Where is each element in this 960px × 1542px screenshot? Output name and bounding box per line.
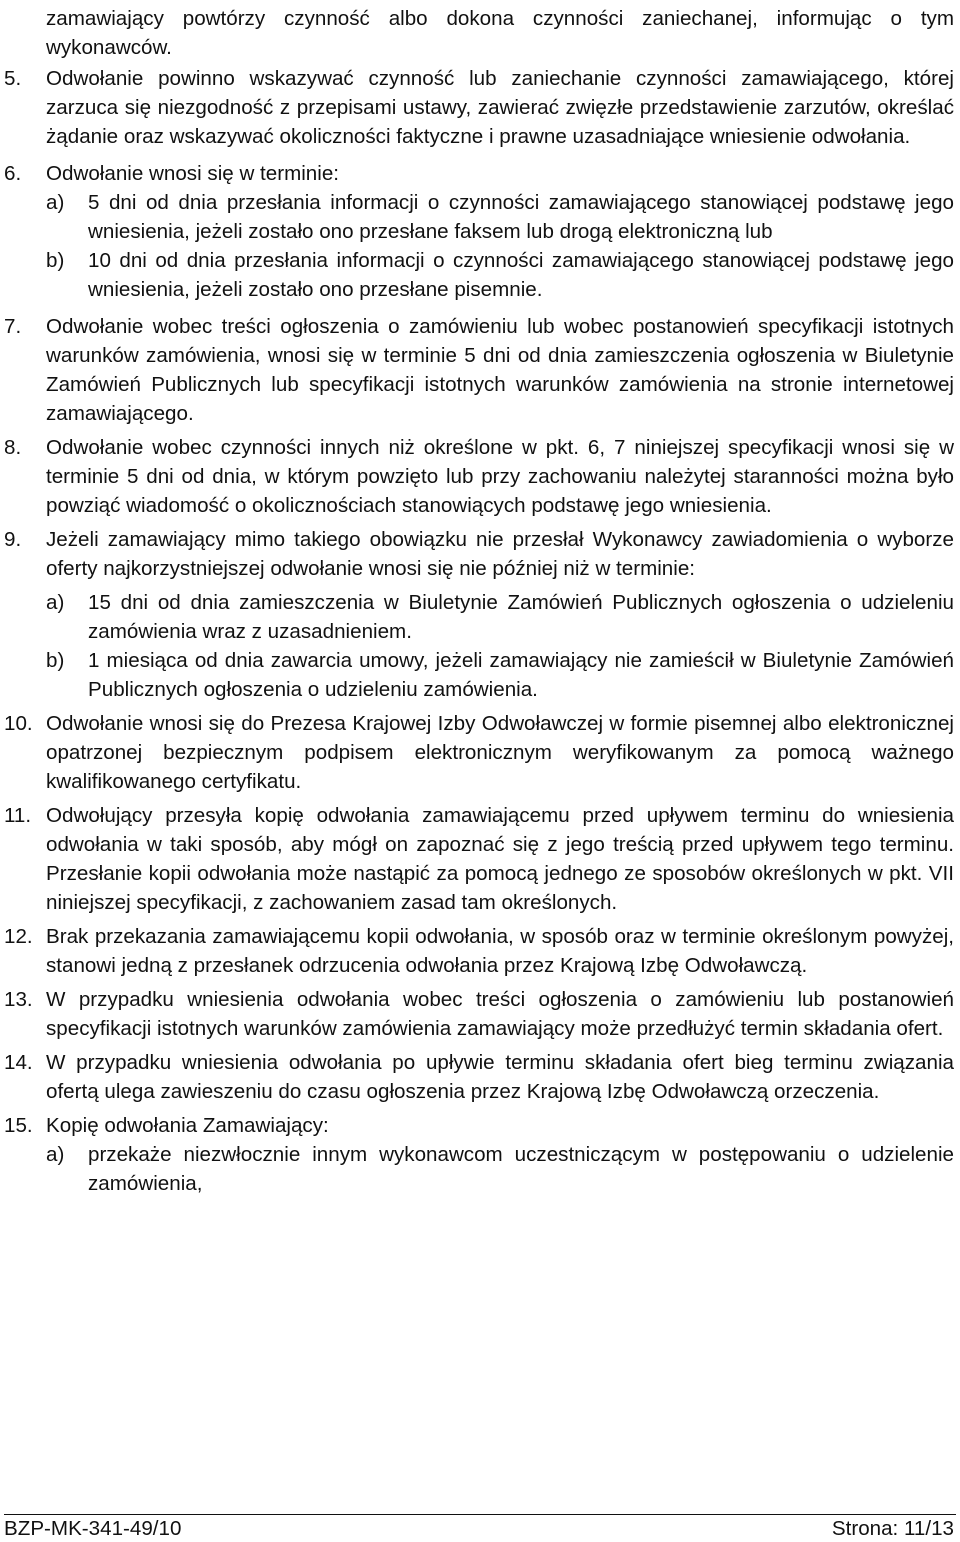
item-4-continuation: zamawiający powtórzy czynność albo dokona czynności zaniechanej, informując o tym wykonawców. — [46, 7, 954, 59]
item-text: W przypadku wniesienia odwołania po upływie terminu składania ofert bieg terminu związania ofertą ulega zawieszeniu do czasu ogłoszenia przez Krajową Izbę Odwoławczą orzeczenia. — [46, 1051, 954, 1103]
item-content — [46, 1111, 954, 1198]
sub-item-b — [46, 646, 954, 704]
sub-item-a — [46, 1140, 954, 1198]
sub-item-label: b) — [46, 249, 65, 272]
footer-page-number: Strona: 11/13 — [831, 1517, 954, 1540]
item-text: Odwołanie wobec czynności innych niż określone w pkt. 6, 7 niniejszej specyfikacji wnosi się w terminie 5 dni od dnia, w którym powzięto lub przy zachowaniu należytej staranności można było powziąć wiadomość o okolicznościach stanowiących podstawę jego wniesienia. — [46, 436, 954, 517]
item-number: 11. — [4, 804, 32, 827]
sub-item-b — [46, 246, 954, 304]
list-item-5 — [4, 64, 954, 151]
list-item-15 — [4, 1111, 954, 1198]
sub-item-text: przekaże niezwłocznie innym wykonawcom uczestniczącym w postępowaniu o udzielenie zamówienia, — [88, 1143, 954, 1195]
item-number: 14. — [4, 1051, 33, 1074]
item-text: Jeżeli zamawiający mimo takiego obowiązku nie przesłał Wykonawcy zawiadomienia o wyborze oferty najkorzystniejszej odwołanie wnosi się nie później niż w terminie: — [46, 528, 954, 580]
sub-item-text: 5 dni od dnia przesłania informacji o czynności zamawiającego stanowiącej podstawę jego wniesienia, jeżeli zostało ono przesłane faksem lub drogą elektroniczną lub — [88, 191, 954, 243]
document-body — [4, 4, 954, 1198]
sub-item-a — [46, 188, 954, 246]
sub-item-label: b) — [46, 649, 65, 672]
list-item-7 — [4, 312, 954, 428]
footer-divider — [4, 1514, 956, 1515]
item-content — [46, 525, 954, 704]
sub-item-label: a) — [46, 191, 65, 214]
item-text: Brak przekazania zamawiającemu kopii odwołania, w sposób oraz w terminie określonym powyżej, stanowi jedną z przesłanek odrzucenia odwołania przez Krajową Izbę Odwoławczą. — [46, 925, 954, 977]
list-item-10 — [4, 709, 954, 796]
list-item-13 — [4, 985, 954, 1043]
item-number: 12. — [4, 925, 33, 948]
sub-item-text: 10 dni od dnia przesłania informacji o czynności zamawiającego stanowiącej podstawę jego wniesienia, jeżeli zostało ono przesłane pisemnie. — [88, 249, 954, 301]
item-number: 5. — [4, 67, 22, 90]
footer-reference: BZP-MK-341-49/10 — [4, 1517, 182, 1540]
item-number: 13. — [4, 988, 33, 1011]
item-content — [46, 159, 954, 304]
item-text: Odwołanie wnosi się do Prezesa Krajowej Izby Odwoławczej w formie pisemnej albo elektronicznej opatrzonej bezpiecznym podpisem elektronicznym weryfikowanym za pomocą ważnego kwalifikowanego certyfikatu. — [46, 712, 954, 793]
item-text: Kopię odwołania Zamawiający: — [46, 1114, 329, 1137]
sub-item-text: 15 dni od dnia zamieszczenia w Biuletynie Zamówień Publicznych ogłoszenia o udzieleniu zamówienia wraz z uzasadnieniem. — [88, 591, 954, 643]
item-text: Odwołujący przesyła kopię odwołania zamawiającemu przed upływem terminu do wniesienia odwołania w taki sposób, aby mógł on zapoznać się z jego treścią przed upływem tego terminu. Przesłanie kopii odwołania może nastąpić za pomocą jednego ze sposobów określonych w pkt. VII niniejszej specyfikacji, z zachowaniem zasad tam określonych. — [46, 804, 954, 914]
list-item-11 — [4, 801, 954, 917]
item-text: Odwołanie wobec treści ogłoszenia o zamówieniu lub wobec postanowień specyfikacji istotnych warunków zamówienia, wnosi się w terminie 5 dni od dnia zamieszczenia ogłoszenia w Biuletynie Zamówień Publicznych lub specyfikacji istotnych warunków zamówienia na stronie internetowej zamawiającego. — [46, 315, 954, 425]
sub-item-label: a) — [46, 591, 65, 614]
list-item-12 — [4, 922, 954, 980]
item-number: 10. — [4, 712, 33, 735]
list-item-14 — [4, 1048, 954, 1106]
item-number: 7. — [4, 315, 22, 338]
sub-item-label: a) — [46, 1143, 65, 1166]
item-number: 8. — [4, 436, 22, 459]
item-number: 15. — [4, 1114, 33, 1137]
list-item-9 — [4, 525, 954, 704]
item-text: Odwołanie powinno wskazywać czynność lub zaniechanie czynności zamawiającego, której zarzuca się niezgodność z przepisami ustawy, zawierać zwięzłe przedstawienie zarzutów, określać żądanie oraz wskazywać okoliczności faktyczne i prawne uzasadniające wniesienie odwołania. — [46, 67, 954, 148]
item-text: Odwołanie wnosi się w terminie: — [46, 162, 340, 185]
item-text: W przypadku wniesienia odwołania wobec treści ogłoszenia o zamówieniu lub postanowień specyfikacji istotnych warunków zamówienia zamawiający może przedłużyć termin składania ofert. — [46, 988, 954, 1040]
sub-item-a — [46, 588, 954, 646]
list-item-8 — [4, 433, 954, 520]
sub-item-text: 1 miesiąca od dnia zawarcia umowy, jeżeli zamawiający nie zamieścił w Biuletynie Zamówień Publicznych ogłoszenia o udzieleniu zamówienia. — [88, 649, 954, 701]
item-number: 6. — [4, 162, 22, 185]
list-item-6 — [4, 159, 954, 304]
item-number: 9. — [4, 528, 22, 551]
